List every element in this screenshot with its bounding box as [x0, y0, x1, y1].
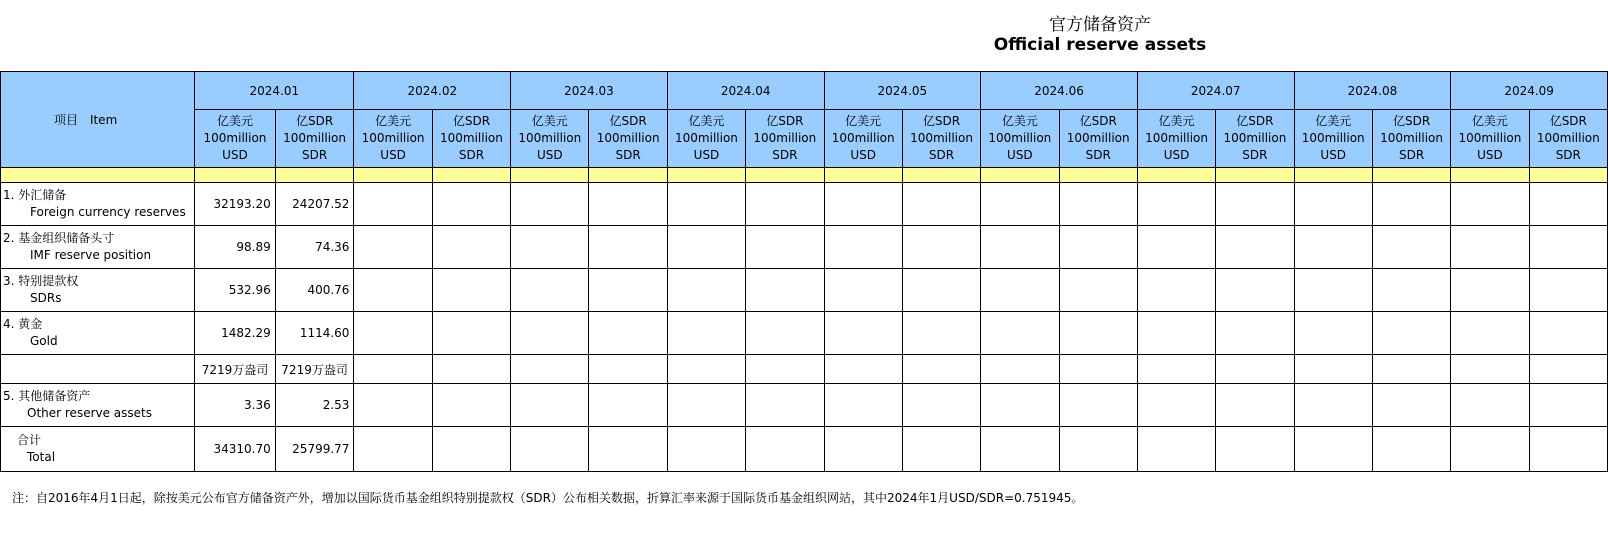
page-title-en: Official reserve assets — [993, 35, 1207, 55]
table-row — [1, 427, 1608, 472]
period-header: 2024.07 — [1137, 72, 1294, 110]
unit-line: 亿美元 — [688, 114, 725, 128]
value-cell-usd — [1294, 427, 1372, 472]
unit-line: 亿SDR — [452, 114, 491, 128]
row-label-zh: 1. 外汇储备 — [3, 188, 67, 202]
period-header: 2024.09 — [1451, 72, 1608, 110]
value-cell-sdr — [1216, 269, 1294, 312]
value-cell-usd — [824, 183, 902, 226]
unit-usd-header — [195, 110, 276, 168]
unit-line: 100million — [1380, 131, 1444, 145]
unit-sdr-header — [1372, 110, 1450, 168]
value-cell-usd — [354, 384, 432, 427]
table-row — [1, 269, 1608, 312]
row-label — [1, 312, 195, 355]
spacer-cell — [432, 168, 510, 183]
value-cell-sdr — [1216, 384, 1294, 427]
value-cell-sdr — [432, 427, 510, 472]
value-cell-usd — [511, 355, 589, 384]
value-cell-usd — [824, 384, 902, 427]
unit-line: 100million — [283, 131, 347, 145]
spacer-cell — [902, 168, 980, 183]
unit-line: 亿美元 — [216, 114, 253, 128]
value-cell-sdr — [432, 183, 510, 226]
value-cell-usd — [1137, 183, 1215, 226]
value-cell-usd — [824, 269, 902, 312]
value-cell-usd — [824, 355, 902, 384]
reserve-assets-table — [0, 71, 1608, 472]
unit-sdr-header — [1529, 110, 1607, 168]
value-cell-usd — [1137, 355, 1215, 384]
value-cell-usd — [1294, 355, 1372, 384]
value-cell-usd — [981, 226, 1059, 269]
row-label — [1, 226, 195, 269]
unit-line: USD — [1163, 148, 1190, 162]
unit-line: 100million — [1223, 131, 1287, 145]
period-header: 2024.05 — [824, 72, 981, 110]
value-cell-sdr — [432, 269, 510, 312]
unit-sdr-header — [1059, 110, 1137, 168]
value-cell-sdr — [589, 355, 667, 384]
value-cell-usd: 98.89 — [195, 226, 276, 269]
value-cell-sdr — [902, 183, 980, 226]
spacer-cell — [1529, 168, 1607, 183]
unit-line: USD — [850, 148, 876, 162]
unit-line: SDR — [1555, 148, 1581, 162]
value-cell-usd: 34310.70 — [195, 427, 276, 472]
value-cell-sdr — [1529, 384, 1607, 427]
row-label — [1, 269, 195, 312]
unit-sdr-header — [432, 110, 510, 168]
unit-line: USD — [222, 148, 248, 162]
unit-sdr-header — [902, 110, 980, 168]
value-cell-sdr — [1059, 226, 1137, 269]
unit-usd-header — [511, 110, 589, 168]
spacer-cell — [1451, 168, 1529, 183]
unit-usd-header — [981, 110, 1059, 168]
value-cell-usd: 1482.29 — [195, 312, 276, 355]
unit-line: USD — [1007, 148, 1033, 162]
value-cell-usd — [667, 183, 745, 226]
page-title-zh: 官方储备资产 — [1049, 15, 1151, 35]
value-cell-usd — [1137, 312, 1215, 355]
table-row — [1, 355, 1608, 384]
value-cell-usd — [511, 384, 589, 427]
value-cell-usd — [354, 355, 432, 384]
value-cell-sdr — [746, 355, 824, 384]
value-cell-sdr — [1059, 269, 1137, 312]
value-cell-usd — [824, 427, 902, 472]
value-cell-sdr — [902, 269, 980, 312]
row-label-zh: 5. 其他储备资产 — [3, 389, 91, 403]
value-cell-usd — [1137, 226, 1215, 269]
unit-line: 亿SDR — [1392, 114, 1431, 128]
unit-line: 亿美元 — [845, 114, 882, 128]
period-header: 2024.06 — [981, 72, 1138, 110]
value-cell-sdr — [1372, 427, 1450, 472]
unit-line: 100million — [1458, 131, 1522, 145]
period-header: 2024.01 — [195, 72, 354, 110]
unit-line: USD — [380, 148, 406, 162]
unit-line: 亿美元 — [1001, 114, 1038, 128]
value-cell-sdr — [746, 226, 824, 269]
row-label — [1, 183, 195, 226]
unit-usd-header — [824, 110, 902, 168]
value-cell-sdr — [746, 183, 824, 226]
period-header: 2024.02 — [354, 72, 511, 110]
item-column-header: 项目 Item — [1, 72, 195, 168]
value-cell-usd — [511, 226, 589, 269]
table-row — [1, 312, 1608, 355]
row-label-en: IMF reserve position — [30, 248, 152, 262]
value-cell-usd — [354, 312, 432, 355]
value-cell-sdr — [1216, 183, 1294, 226]
value-cell-sdr — [1216, 312, 1294, 355]
value-cell-usd — [1451, 269, 1529, 312]
value-cell-usd: 3.36 — [195, 384, 276, 427]
value-cell-usd — [981, 427, 1059, 472]
value-cell-sdr — [1372, 312, 1450, 355]
value-cell-sdr — [1059, 183, 1137, 226]
unit-line: SDR — [1085, 148, 1111, 162]
value-cell-sdr — [589, 384, 667, 427]
unit-line: 100million — [1145, 131, 1208, 145]
value-cell-usd — [354, 427, 432, 472]
unit-line: 100million — [1536, 131, 1600, 145]
unit-line: SDR — [1398, 148, 1425, 162]
row-label-zh: 4. 黄金 — [3, 317, 43, 331]
row-label — [1, 355, 195, 384]
spacer-cell — [1372, 168, 1450, 183]
unit-line: USD — [693, 148, 720, 162]
value-cell-usd — [981, 312, 1059, 355]
spacer-cell — [824, 168, 902, 183]
value-cell-usd — [1451, 183, 1529, 226]
unit-line: 亿SDR — [1549, 114, 1587, 128]
unit-line: 亿美元 — [1471, 114, 1508, 128]
value-cell-usd — [667, 384, 745, 427]
unit-sdr-header — [1216, 110, 1294, 168]
value-cell-usd — [1451, 427, 1529, 472]
value-cell-sdr — [1529, 226, 1607, 269]
spacer-cell — [1216, 168, 1294, 183]
row-label-en: Total — [27, 450, 56, 464]
value-cell-sdr — [1059, 384, 1137, 427]
unit-line: SDR — [772, 148, 798, 162]
value-cell-sdr — [1529, 355, 1607, 384]
period-header: 2024.03 — [511, 72, 668, 110]
value-cell-usd — [667, 427, 745, 472]
unit-line: 100million — [1301, 131, 1365, 145]
unit-line: SDR — [458, 148, 485, 162]
table-row — [1, 226, 1608, 269]
unit-usd-header — [354, 110, 432, 168]
unit-line: 亿SDR — [1236, 114, 1274, 128]
value-cell-sdr — [902, 312, 980, 355]
value-cell-sdr — [902, 384, 980, 427]
row-label-zh: 合计 — [17, 433, 42, 447]
unit-line: USD — [1320, 148, 1347, 162]
footnote: 注：自2016年4月1日起，除按美元公布官方储备资产外，增加以国际货币基金组织特别提款权（SDR）公布相关数据，折算汇率来源于国际货币基金组织网站，其中2024年1月USD/SDR=0.751945。 — [12, 491, 1084, 505]
value-cell-usd — [511, 269, 589, 312]
unit-line: 100million — [988, 131, 1052, 145]
value-cell-sdr — [1059, 355, 1137, 384]
spacer-cell — [589, 168, 667, 183]
period-header: 2024.08 — [1294, 72, 1451, 110]
value-cell-sdr — [746, 312, 824, 355]
value-cell-usd — [1294, 312, 1372, 355]
spacer-cell — [1294, 168, 1372, 183]
value-cell-sdr — [1529, 312, 1607, 355]
value-cell-sdr — [1529, 427, 1607, 472]
unit-line: 亿SDR — [295, 114, 334, 128]
value-cell-sdr: 400.76 — [275, 269, 354, 312]
value-cell-sdr — [1216, 226, 1294, 269]
value-cell-sdr — [902, 355, 980, 384]
unit-line: 100million — [518, 131, 582, 145]
value-cell-sdr — [589, 183, 667, 226]
unit-line: SDR — [301, 148, 328, 162]
row-label-zh: 2. 基金组织储备头寸 — [3, 231, 115, 245]
value-cell-usd — [1294, 226, 1372, 269]
value-cell-usd — [1451, 355, 1529, 384]
value-cell-usd — [511, 312, 589, 355]
unit-line: 亿SDR — [766, 114, 804, 128]
unit-line: SDR — [1242, 148, 1268, 162]
value-cell-sdr — [432, 384, 510, 427]
value-cell-sdr — [432, 226, 510, 269]
unit-line: SDR — [928, 148, 955, 162]
unit-line: 亿SDR — [1079, 114, 1117, 128]
unit-line: USD — [536, 148, 563, 162]
unit-line: 100million — [831, 131, 895, 145]
unit-line: 100million — [675, 131, 738, 145]
unit-line: 亿SDR — [922, 114, 961, 128]
value-cell-sdr — [1372, 226, 1450, 269]
spacer-cell — [1, 168, 195, 183]
unit-line: 亿美元 — [531, 114, 568, 128]
value-cell-usd — [824, 312, 902, 355]
value-cell-usd — [354, 183, 432, 226]
value-cell-usd — [981, 355, 1059, 384]
value-cell-sdr — [1216, 427, 1294, 472]
value-cell-usd — [511, 427, 589, 472]
value-cell-usd — [511, 183, 589, 226]
value-cell-usd — [1137, 384, 1215, 427]
unit-usd-header — [1294, 110, 1372, 168]
row-label-en: SDRs — [30, 291, 62, 305]
unit-line: 100million — [753, 131, 817, 145]
value-cell-sdr — [589, 312, 667, 355]
value-cell-usd: 32193.20 — [195, 183, 276, 226]
value-cell-sdr — [746, 384, 824, 427]
value-cell-usd — [667, 312, 745, 355]
value-cell-usd — [667, 226, 745, 269]
value-cell-sdr — [902, 226, 980, 269]
value-cell-usd — [1451, 226, 1529, 269]
value-cell-sdr — [746, 427, 824, 472]
row-label — [1, 384, 195, 427]
value-cell-usd — [1294, 183, 1372, 226]
unit-sdr-header — [275, 110, 354, 168]
row-label-en: Other reserve assets — [27, 406, 153, 420]
unit-line: SDR — [615, 148, 641, 162]
value-cell-sdr — [432, 312, 510, 355]
unit-line: 100million — [361, 131, 425, 145]
value-cell-sdr: 74.36 — [275, 226, 354, 269]
row-label — [1, 427, 195, 472]
unit-line: 100million — [440, 131, 503, 145]
value-cell-sdr — [1059, 312, 1137, 355]
unit-line: 亿美元 — [1315, 114, 1352, 128]
value-cell-sdr: 25799.77 — [275, 427, 354, 472]
value-cell-usd — [824, 226, 902, 269]
value-cell-sdr — [1372, 355, 1450, 384]
row-label-en: Foreign currency reserves — [30, 205, 186, 219]
spacer-cell — [1059, 168, 1137, 183]
value-cell-sdr — [1529, 269, 1607, 312]
value-cell-sdr — [1529, 183, 1607, 226]
value-cell-usd — [354, 269, 432, 312]
unit-sdr-header — [589, 110, 667, 168]
spacer-cell — [195, 168, 276, 183]
value-cell-sdr — [1216, 355, 1294, 384]
row-label-en: Gold — [30, 334, 58, 348]
value-cell-usd — [354, 226, 432, 269]
value-cell-usd — [667, 269, 745, 312]
value-cell-sdr — [1059, 427, 1137, 472]
value-cell-sdr — [589, 269, 667, 312]
value-cell-sdr — [746, 269, 824, 312]
spacer-cell — [1137, 168, 1215, 183]
row-label-zh: 3. 特别提款权 — [3, 274, 79, 288]
table-row — [1, 183, 1608, 226]
value-cell-sdr — [1372, 269, 1450, 312]
spacer-cell — [275, 168, 354, 183]
value-cell-usd — [667, 355, 745, 384]
value-cell-sdr — [589, 427, 667, 472]
value-cell-usd — [1294, 384, 1372, 427]
value-cell-usd — [981, 183, 1059, 226]
value-cell-sdr: 1114.60 — [275, 312, 354, 355]
value-cell-usd — [1451, 312, 1529, 355]
unit-line: USD — [1477, 148, 1503, 162]
value-cell-usd — [1294, 269, 1372, 312]
unit-usd-header — [1451, 110, 1529, 168]
unit-line: 100million — [203, 131, 267, 145]
value-cell-sdr — [1372, 183, 1450, 226]
value-cell-usd — [981, 269, 1059, 312]
value-cell-sdr — [1372, 384, 1450, 427]
value-cell-sdr: 2.53 — [275, 384, 354, 427]
unit-line: 亿美元 — [375, 114, 412, 128]
value-cell-usd: 7219万盎司 — [195, 355, 276, 384]
value-cell-usd — [1451, 384, 1529, 427]
spacer-cell — [354, 168, 432, 183]
unit-line: 亿SDR — [609, 114, 647, 128]
spacer-cell — [746, 168, 824, 183]
unit-usd-header — [1137, 110, 1215, 168]
spacer-cell — [511, 168, 589, 183]
unit-line: 100million — [910, 131, 973, 145]
table-row — [1, 384, 1608, 427]
unit-line: 100million — [1066, 131, 1130, 145]
value-cell-sdr — [902, 427, 980, 472]
unit-line: 亿美元 — [1158, 114, 1195, 128]
value-cell-usd — [1137, 269, 1215, 312]
value-cell-sdr: 24207.52 — [275, 183, 354, 226]
unit-usd-header — [667, 110, 745, 168]
unit-sdr-header — [746, 110, 824, 168]
value-cell-sdr: 7219万盎司 — [275, 355, 354, 384]
value-cell-usd — [1137, 427, 1215, 472]
unit-line: 100million — [596, 131, 660, 145]
period-header: 2024.04 — [667, 72, 824, 110]
value-cell-sdr — [432, 355, 510, 384]
value-cell-sdr — [589, 226, 667, 269]
spacer-cell — [667, 168, 745, 183]
value-cell-usd: 532.96 — [195, 269, 276, 312]
value-cell-usd — [981, 384, 1059, 427]
spacer-cell — [981, 168, 1059, 183]
